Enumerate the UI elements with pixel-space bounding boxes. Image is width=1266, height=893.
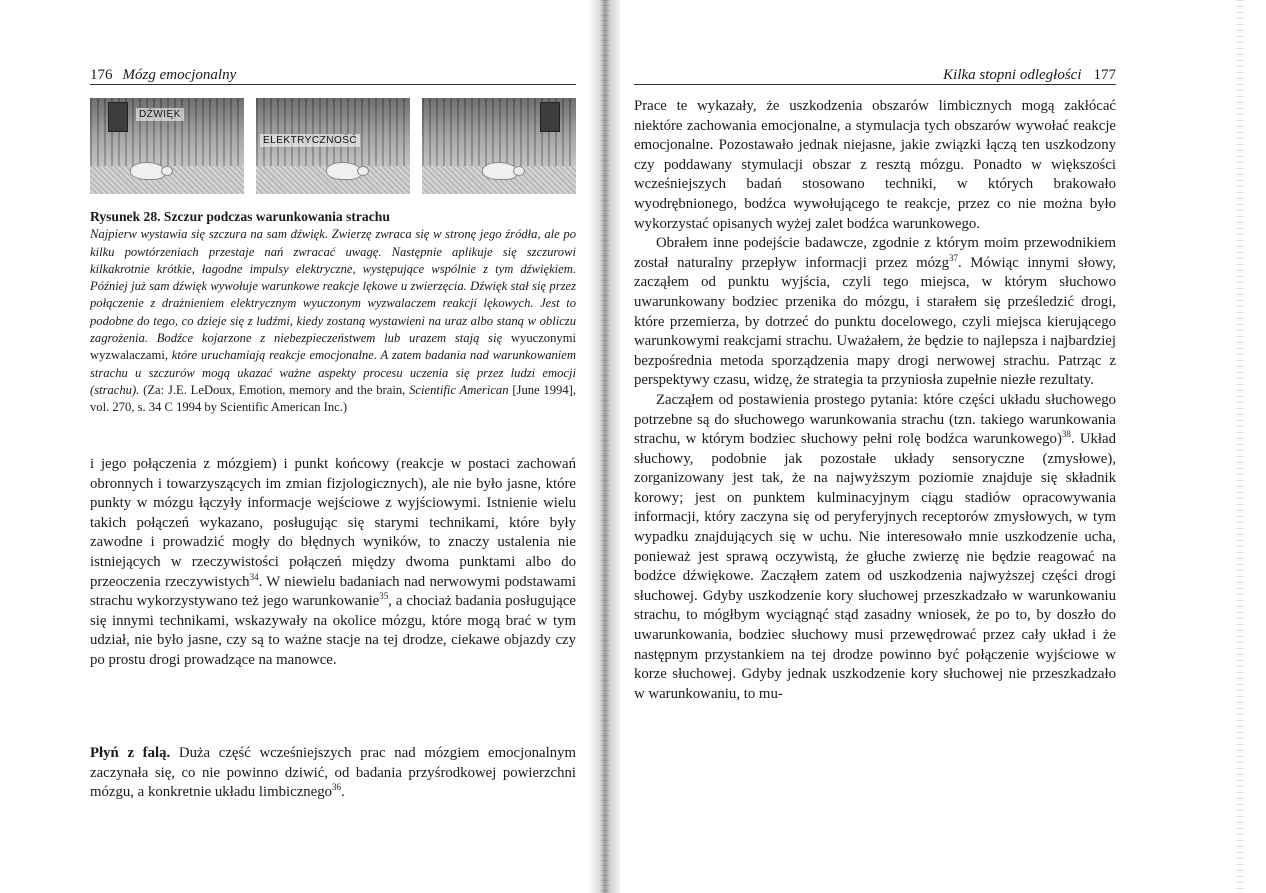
panel-label-electricity: ELEKTRYCZNOŚĆ	[260, 134, 360, 147]
rat-icon	[482, 162, 518, 180]
right-page-number: 177	[1093, 67, 1116, 83]
text-run: i jego połączenia z mózgiem) i punkt końcowy (reakcje w postaci zachowań obronnych i towarzyszących im zmian fizjologicznych), ale nie było jasne, które punkty w mózgu łączyły informacje wejściowe z wyjściowymi. Istnienie wielu takich połączeń wykazano, posługując się starymi technikami, które były zawodne i prowadzić mogły do błędnych wyników, to znaczy ustalenia nie istniejących w rzeczywistości połączeń między dwoma punktami albo do przeoczenia rzeczywistych	[90, 456, 576, 590]
page-edge-noise	[1236, 0, 1244, 893]
figure-panel-sound	[90, 98, 244, 194]
left-paragraph-2	[90, 744, 576, 803]
caption-body-plain: wyuczonymi wyzwalaczami,	[90, 331, 576, 363]
right-paragraph-2	[634, 234, 1116, 391]
caption-credit-a: (Za: J.E. LeDoux, Emotion, memory and the brain,	[143, 382, 406, 397]
text-run: Duża część wcześniejszych prac nad mózgiem emocjonalnym zaczynała się, co nie powinno dziwić, od badania przyśrodkowej powierzchni mózgu, a konkretnie układu limbicznego	[90, 745, 576, 801]
caption-credit-journal: Scientific American	[409, 382, 509, 397]
footnote-ref: 34	[249, 571, 259, 582]
caption-body: Najpierw wystawia się szczura na sam dźwięk. Zwierzę zwraca się w stronę jego źródła, ale po kilku powtórzeniach przestaje nań zwracać uwagę. Następnie aplikuje się szczurowi kilkakrotnie krótkie, łagodne impulsy elektryczne, występujące wspólnie z tym dźwiękiem. Później już sam dźwięk wywołuje warunkowe reakcje lękowe u zwierzęcia. Dźwięk stał się przez połączenie z drażnieniem elektrycznym wyuczonym wyzwalaczem reakcji lękowych. Jest to podobne do tego, co dzieje się z ludźmi, kiedy zostaną wystawieni na uraz albo staną w obliczu zagrożenia. Bodźce kojarzone z niebezpieczeństwem lub urazem stają się	[90, 227, 576, 346]
figure-panel-fear-response	[422, 98, 576, 194]
left-page-number: 176	[90, 67, 113, 83]
speaker-icon	[540, 102, 560, 132]
figure-panel-electricity	[256, 98, 410, 194]
right-paragraph-3	[634, 391, 1116, 705]
figure-caption	[90, 208, 576, 417]
text-run: .	[341, 784, 345, 801]
caption-body-2: które uruchamiają reakcje emocjonalne. A zatem badania nad warunkowaniem strachu u szczurów mogą ukazać ważne aspekty procesu uczenia się przez ludzi emocji (strachu).	[90, 348, 576, 397]
left-running-head	[90, 64, 576, 85]
text-run: Zacząłem od postawienia prostego pytania: które części układu słuchowego potrzebne są do słuchowego warunkowania strachu (tzn. takiego warunkowania strachu, w którym bodziec słuchowy pełni rolę bodźca warunkowego)	[634, 391, 1116, 448]
caption-title: Rysunek 28. Szczur podczas warunkowania strachu	[90, 209, 390, 224]
section-heading: Płyń z falą.	[90, 745, 171, 761]
rat-icon	[326, 162, 362, 180]
caption-credit-b: [June 1994], vol. 270, s. 34 C 1994 by Scientific American Inc.)	[90, 382, 576, 415]
left-paragraph-1	[90, 455, 576, 671]
text-run: . Układ słuchowy, podobnie jak pozostałe układy sensoryczne (zmysłowe), zorganizowany jest tak, że na najwyższym poziomie znajduje się składnik korowy; jest on punktem kulminacyjnym ciągu stadiów opracowywania informacji, który zaczyna się od peryferyjnych receptorów zmysłowych, w tym wypadku znajdujących się w uchu. Nie interesowało mnie uszkodzenie ucha, ponieważ jest sprawą oczywistą, że głuche zwierzę nie będzie reagować na bodźce dźwiękowe. Zacząłem zatem od uszkodzenia najwyższej części drogi słuchowej. Gdyby uszkodzenie kory słuchowej przeszkadzało w warunkowaniu strachu, to mógłbym wyciągnąć stąd zasadny wniosek, że po to, by doszło do uwarunkowania, bodziec słuchowy musi przewędrować przez cały układ i że następnym przystankiem na tej drodze powinno być połączenie wyjściowe w korze słuchowej. Gdyby jednak uszkodzenie kory słuchowej nie przeszkadzało w warunkowaniu, to mu-	[634, 431, 1117, 702]
spine-scan-noise	[600, 0, 610, 893]
text-run: . W niewielu badaniach nad nerwowymi podstawami strachu wykorzystywano też jego warunkowanie	[90, 573, 576, 610]
text-run: , a chociaż badania posługujące się innymi technikami, wskazywały na okolice mózgu, które mogą brać w tym udział, nie było jasne, czy są to ważne stacje na tej drodze, ciekawe objazdy czy po prostu drogi prowadzące na manowce.	[90, 593, 576, 668]
footnote-ref: 37	[948, 252, 958, 263]
footnote-ref: 35	[379, 591, 389, 602]
right-paragraph-1: Prace te wykazały, że uszkodzenia obszarów limbicznych mogą zakłócać niektóre zachowania emocjonalne, a stymulacja tych obszarów wywołać reakcje emocjonalne. Pozostawało jednak niejasne, jakie związki łączą ten uszkodzony czy poddawany stymulacji obszar z resztą mózgu. Ponadto w większości wcześniejszych badań stosowano techniki, w których brakowało wyodrębnionego, bodźca wywołującego te reakcje, przez co nie można było wykorzystać opisanych wyżej zalet bodźca warunkowego.	[634, 98, 1116, 232]
footnote-ref: 36	[332, 782, 342, 793]
right-running-head	[634, 64, 1116, 85]
right-running-title: Kilka stopni odległości	[943, 67, 1082, 83]
right-body-text	[634, 97, 1116, 704]
panel-label-sound: DŹWIĘK	[136, 108, 184, 121]
left-running-title: Mózg emocjonalny	[122, 67, 237, 83]
text-run: . Mówiąc innymi słowy, zacząłem od punktu wyjścia, czyli tego miejsca, w którym słuchowo uwarunkowany bodziec przenika do mózgu, i starałem się prześledzić drogi, które przemierza, by dotrzeć do punktu docelowego, czyli miejsca kierującego warunkowymi reakcjami strachu. Uważałem, że będzie to najlepsza i najbardziej bezpośrednia metoda sporządzenia mapy drogi nerwowej strachu. Patrząc z perspektywy czasu, widzę, że strategia ta przyniosła zupełnie niezłe rezultaty.	[634, 254, 1116, 389]
rat-icon	[130, 162, 166, 180]
text-run: Obrałem inne podejście badawcze, zgodnie z którym moim przewodnikiem został naturalny przepływ informacji przez mózg	[634, 235, 1116, 271]
footnote-ref: 38	[1061, 429, 1071, 440]
caption-credit	[90, 383, 576, 414]
speaker-icon	[108, 102, 128, 132]
figure-rat-conditioning	[90, 98, 576, 194]
